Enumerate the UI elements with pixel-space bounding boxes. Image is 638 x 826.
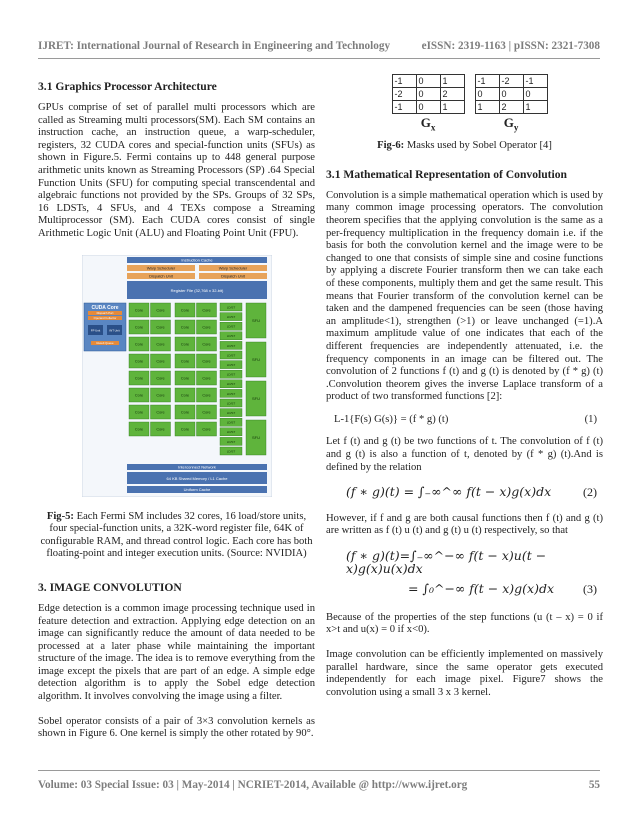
math-convolution-paragraph-5: Image convolution can be efficiently implemented on massively parallel hardware, since the same operator gets executed independently for each image pixel. Figure7 shows the convolution using a small 3 x 3 kernel. [326,649,603,698]
page-number: 55 [588,779,600,791]
image-convolution-paragraph-2: Sobel operator consists of a pair of 3×3 convolution kernels as shown in Figure 6. One kernel is simply the other rotated by 90°. [38,715,315,740]
warp-scheduler-label-1: Warp Scheduler [146,265,175,271]
section-title-image-convolution: 3. IMAGE CONVOLUTION [38,580,182,594]
sfu-label: SFU [251,356,260,362]
core-label: Core [155,307,165,312]
gy-cell: -1 [475,75,499,88]
journal-name: IJRET: International Journal of Research in Engineering and Technology [38,40,391,52]
gx-cell: 1 [440,101,464,114]
core-label: Core [155,426,165,431]
core-label: Core [155,324,165,329]
int-unit-label: INT Unit [108,328,120,333]
ldst-label: LD/ST [226,400,235,405]
dispatch-unit-label-2: Dispatch Unit [220,273,245,279]
gpu-architecture-paragraph: GPUs comprise of set of parallel multi processors which are called as Streaming multi processors(SM). Each SM contains an instruction cache, an instruction queue, a warp-scheduler, registers, 32 CUDA cores and special-function units (SFUs) as shown in Figure.5. Fermi contains up to 448 general purpose arithmetic units known as Streaming Processors (SP) .64 Special Function Units (SFU) for computing special transcendental and algebraic functions not provided by the SPs. Groups of 32 SPs, 16 LDSTs, 4 SFUs, and 4 TEXs compose a Streaming Multiprocessor (SM). Each CUDA cores consist of single Arithmetic Logic Unit (ALU) and Floating Point Unit (FPU). [38,102,315,239]
equation-3-number: (3) [583,582,597,597]
operand-collector-label: Operand Collector [93,315,116,320]
equation-1-number: (1) [584,413,597,425]
core-label: Core [155,375,165,380]
gy-cell: 1 [475,101,499,114]
gx-cell: 0 [416,101,440,114]
gy-cell: 2 [499,101,523,114]
ldst-label: LD/ST [226,343,235,348]
equation-2-number: (2) [583,485,597,500]
interconnect-label: Interconnect Network [177,464,216,470]
fig6-caption [326,140,603,153]
gx-matrix [392,74,465,114]
core-label: Core [201,358,211,363]
core-label: Core [201,392,211,397]
left-column [38,80,315,741]
core-label: Core [155,341,165,346]
dispatch-port-label: Dispatch Port [96,310,113,315]
core-label: Core [134,341,143,346]
equation-1 [334,414,597,427]
core-label: Core [201,324,211,329]
gy-cell: -1 [523,75,547,88]
ldst-label: LD/ST [226,333,235,338]
core-label: Core [180,341,189,346]
sfu-label: SFU [251,317,260,323]
ldst-label: LD/ST [226,362,235,367]
gy-mask [475,74,548,134]
sobel-masks [336,74,603,134]
ldst-label: LD/ST [226,429,235,434]
math-convolution-paragraph-2: Let f (t) and g (t) be two functions of t. The convolution of f (t) and g (t) is also a function of t, denoted by (f * g) (t).And is defined by the relation [326,436,603,473]
register-file-label: Register File (32,768 x 32-bit) [170,287,223,293]
gx-row [392,75,464,88]
fig5-caption-text: Each Fermi SM includes 32 cores, 16 load/store units, four special-function units, a 32K-word register file, 64K of configurable RAM, and thread control logic. Each core has both floating-point and integer execution units. (Source: NVIDIA) [40,510,313,560]
core-label: Core [180,375,189,380]
gy-cell: 1 [523,101,547,114]
fig5-caption [38,511,315,561]
fp-unit-label: FP Unit [90,328,100,333]
core-label: Core [134,324,143,329]
header-rule [38,58,600,59]
running-header [38,40,600,52]
core-label: Core [201,409,211,414]
gy-row [475,101,547,114]
image-convolution-paragraph-1: Edge detection is a common image processing technique used in feature detection and extraction. Applying edge detection on an image can significantly reduce the amount of data needed to be processed at a later phase while maintaining the important structure of the image. The idea is to remove everything from the image except the pixels that are part of an edge. A simple edge detection algorithm is to apply the Sobel edge detection algorithm. It involves convolving the image using a filter. [38,602,315,703]
core-label: Core [201,341,211,346]
core-label: Core [155,358,165,363]
gx-cell: 0 [416,75,440,88]
running-footer [38,779,600,791]
fig5-caption-label: Fig-5: [46,510,74,522]
ldst-label: LD/ST [226,448,235,453]
cuda-core-inset [84,303,126,351]
gy-row [475,75,547,88]
result-queue-label: Result Queue [95,340,114,345]
gy-row [475,88,547,101]
gx-row [392,88,464,101]
sfu-label: SFU [251,434,260,440]
gy-label: $G_y$ [503,115,519,133]
cuda-core-title: CUDA Core [90,304,119,311]
ldst-label: LD/ST [226,381,235,386]
core-label: Core [180,426,189,431]
core-label: Core [134,307,143,312]
ldst-label: LD/ST [226,420,235,425]
gx-cell: -1 [392,101,416,114]
gx-row [392,101,464,114]
fig6-caption-label: Fig-6: [377,140,405,152]
gx-cell: -1 [392,75,416,88]
core-label: Core [180,324,189,329]
core-label: Core [201,426,211,431]
uniform-cache-label: Uniform Cache [183,486,210,492]
core-label: Core [180,392,189,397]
gy-cell: -2 [499,75,523,88]
equation-2 [346,486,597,499]
footer-rule [38,770,600,771]
equation-3-line-1: (f ∗ g)(t)=∫₋∞^−∞ f(t − x)u(t − x)g(x)u(x)dx [346,548,547,576]
core-label: Core [134,409,143,414]
ldst-label: LD/ST [226,439,235,444]
core-label: Core [180,409,189,414]
math-convolution-paragraph-1: Convolution is a simple mathematical operation which is used by many common image processing operators. The convolution theorem specifies that the applying convolution is the same as a per-frequency multiplication in the frequency domain i.e. if the basis for both the convolution kernel and the image were to be changed to one that consists of simple sine and cosine functions by applying a discrete Fourier transform then we can take each of these components, multiply them and get the same result. This means that Fourier transform of the convolution kernel can be taken and the dampened frequencies can be seen (those having an amplitude<1), strengthen (>1) or leave unchanged (=1).A maximum amplitude value of one indicates that each of the different frequencies are independently attenuated, i.e. the frequency components in an image can be filtered out. The convolution of 2 functions f (t) and g (t) is denoted by (f * g) (t) .Convolution theorem gives the inverse Laplace transform of a product of two transformed functions [2]: [326,189,603,403]
gx-cell: -2 [392,88,416,101]
math-convolution-paragraph-3: However, if f and g are both causal functions then f (t) and g (t) are written as f (t) u (t) and g (t) u (t) respectively, so that [326,512,603,537]
ldst-label: LD/ST [226,304,235,309]
core-label: Core [155,392,165,397]
gx-cell: 2 [440,88,464,101]
ldst-label: LD/ST [226,324,235,329]
section-title-gpu-architecture: 3.1 Graphics Processor Architecture [38,80,217,93]
gx-cell: 1 [440,75,464,88]
core-label: Core [134,392,143,397]
ldst-label: LD/ST [226,314,235,319]
warp-scheduler-label-2: Warp Scheduler [218,265,247,271]
core-label: Core [201,375,211,380]
core-label: Core [134,358,143,363]
issn: eISSN: 2319-1163 | pISSN: 2321-7308 [421,40,600,52]
gy-cell: 0 [499,88,523,101]
ldst-label: LD/ST [226,352,235,357]
math-convolution-paragraph-4: Because of the properties of the step functions (u (t – x) = 0 if x>t and u(x) = 0 if x<0). [326,611,603,636]
core-label: Core [134,426,143,431]
ldst-label: LD/ST [226,372,235,377]
core-label: Core [134,375,143,380]
ldst-label: LD/ST [226,391,235,396]
equation-3 [346,550,597,596]
fermi-sm-diagram [82,255,272,497]
sfu-label: SFU [251,395,260,401]
core-label: Core [180,307,189,312]
gy-cell: 0 [523,88,547,101]
section-title-math-convolution: 3.1 Mathematical Representation of Convolution [326,167,567,181]
gy-matrix [475,74,548,114]
equation-3-line-2: = ∫₀^−∞ f(t − x)g(x)dx [408,581,555,597]
core-label: Core [201,307,211,312]
core-label: Core [180,358,189,363]
ldst-label: LD/ST [226,410,235,415]
gx-cell: 0 [416,88,440,101]
gy-cell: 0 [475,88,499,101]
dispatch-unit-label-1: Dispatch Unit [148,273,173,279]
core-label: Core [155,409,165,414]
gx-mask [392,74,465,134]
gx-label: $G_x$ [420,115,436,133]
right-column [326,74,603,699]
equation-1-text: L-1{F(s) G(s)} = (f * g) (t) [334,413,449,425]
instruction-cache-label: Instruction Cache [180,257,213,263]
fig6-caption-text: Masks used by Sobel Operator [4] [404,140,552,152]
shared-memory-label: 64 KB Shared Memory / L1 Cache [166,475,227,481]
footer-volume-info: Volume: 03 Special Issue: 03 | May-2014 | NCRIET-2014, Available @ http://www.ijret.org [38,779,468,791]
equation-2-text: (f ∗ g)(t) = ∫₋∞^∞ f(t − x)g(x)dx [346,484,552,500]
